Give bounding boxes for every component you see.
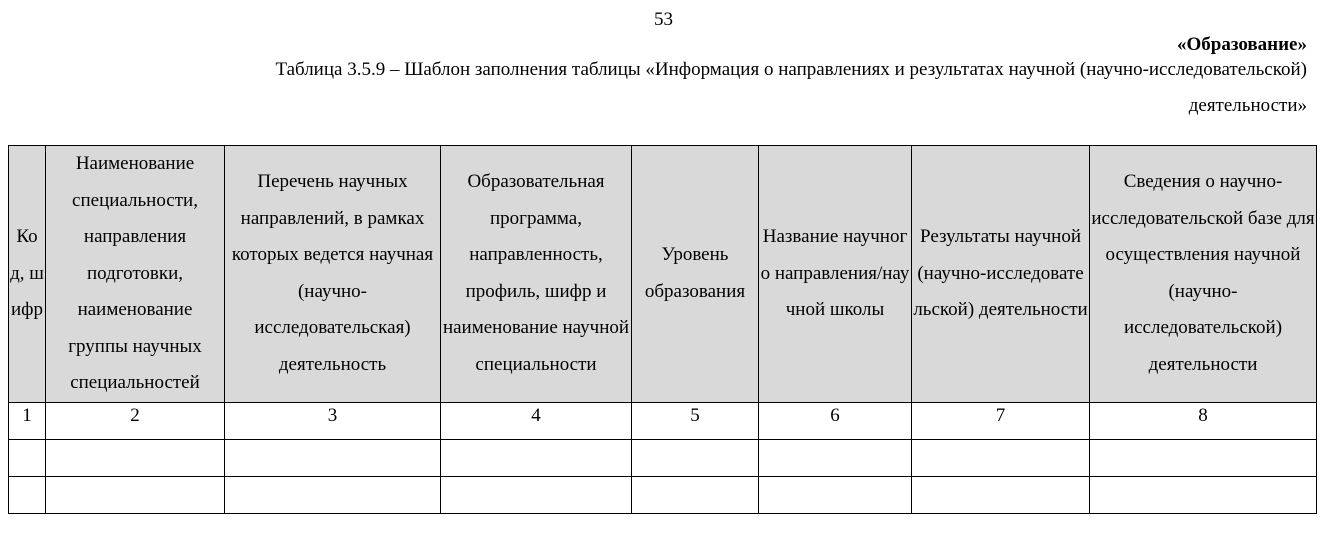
header-code: Код, шифр — [9, 146, 46, 403]
template-table — [8, 145, 1317, 514]
column-number: 6 — [759, 402, 912, 439]
table-cell — [632, 439, 759, 476]
page-number: 53 — [654, 9, 673, 30]
header-specialty: Наименование специальности, направления подготовки, наименование группы научных специальностей — [46, 146, 225, 403]
table-cell — [46, 439, 225, 476]
header-education-level: Уровень образования — [632, 146, 759, 403]
document-label: «Образование» — [1177, 34, 1307, 55]
table-cell — [912, 476, 1090, 513]
column-number: 4 — [441, 402, 632, 439]
table-cell — [9, 439, 46, 476]
column-number: 7 — [912, 402, 1090, 439]
table-cell — [1090, 439, 1317, 476]
column-number: 2 — [46, 402, 225, 439]
table-caption-line-1: Таблица 3.5.9 – Шаблон заполнения таблицы «Информация о направлениях и результатах научной (научно-исследовательской) — [275, 59, 1307, 80]
table-cell — [441, 439, 632, 476]
table-row — [9, 476, 1317, 513]
table-row — [9, 439, 1317, 476]
header-research-school: Название научного направления/научной школы — [759, 146, 912, 403]
table-cell — [912, 439, 1090, 476]
header-research-base: Сведения о научно-исследовательской базе для осуществления научной (научно-исследовательской) деятельности — [1090, 146, 1317, 403]
table-cell — [9, 476, 46, 513]
table-cell — [46, 476, 225, 513]
table-cell — [759, 439, 912, 476]
table-cell — [632, 476, 759, 513]
table-cell — [225, 476, 441, 513]
header-row — [9, 146, 1317, 403]
table-cell — [759, 476, 912, 513]
table-cell — [441, 476, 632, 513]
column-number-row — [9, 402, 1317, 439]
header-research-results: Результаты научной (научно-исследовательской) деятельности — [912, 146, 1090, 403]
table-caption-line-2: деятельности» — [1188, 95, 1307, 116]
column-number: 3 — [225, 402, 441, 439]
column-number: 1 — [9, 402, 46, 439]
header-educational-program: Образовательная программа, направленность, профиль, шифр и наименование научной специальности — [441, 146, 632, 403]
column-number: 8 — [1090, 402, 1317, 439]
table-cell — [1090, 476, 1317, 513]
table-cell — [225, 439, 441, 476]
header-research-directions: Перечень научных направлений, в рамках которых ведется научная (научно-исследовательская) деятельность — [225, 146, 441, 403]
column-number: 5 — [632, 402, 759, 439]
